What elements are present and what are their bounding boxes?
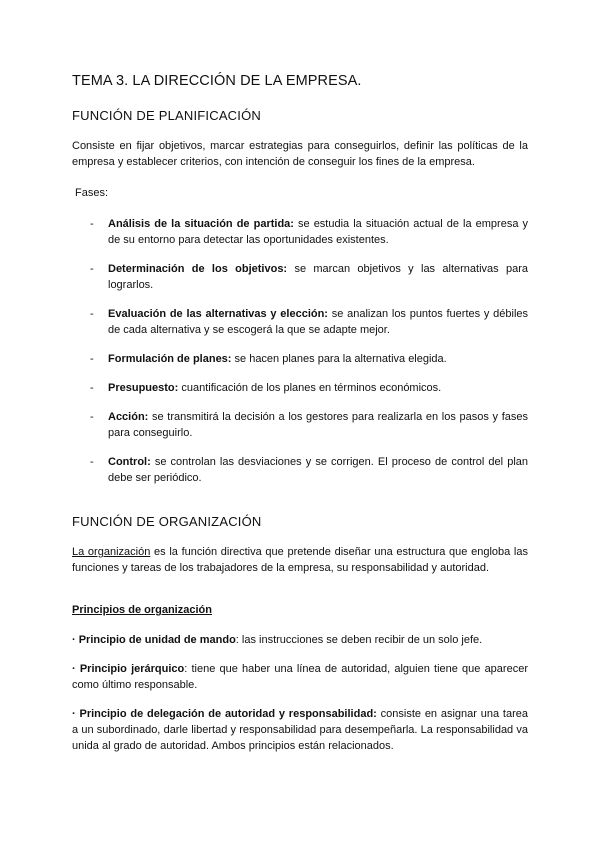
phase-text: se analizan los puntos fuertes y débiles de cada alternativa y se escogerá la que se adapte mejor. <box>108 308 529 336</box>
principle-term: · Principio de unidad de mando <box>72 634 236 646</box>
principle-text: consiste en asignar una tarea a un subordinado, darle libertad y responsabilidad para desempeñarla. La responsabilidad va unida al grado de autoridad. Ambos principios están relacionados. <box>72 708 529 752</box>
list-item: - Determinación de los objetivos: se marcan objetivos y las alternativas para lograrlos. <box>90 263 529 291</box>
principle-text: : las instrucciones se deben recibir de un solo jefe. <box>235 634 483 646</box>
organizacion-text: es la función directiva que pretende diseñar una estructura que engloba las funciones y tareas de los trabajadores de la empresa, su responsabilidad y autoridad. <box>72 546 528 574</box>
phase-text: se estudia la situación actual de la empresa y de su entorno para detectar las oportunidades existentes. <box>108 218 528 246</box>
document-title: TEMA 3. LA DIRECCIÓN DE LA EMPRESA. <box>72 73 362 89</box>
list-item: - Formulación de planes: se hacen planes para la alternativa elegida. <box>90 353 447 365</box>
principle-item <box>72 661 528 693</box>
list-item: - Análisis de la situación de partida: se estudia la situación actual de la empresa y de su entorno para detectar las oportunidades existentes. <box>90 218 528 246</box>
list-item: - Presupuesto: cuantificación de los planes en términos económicos. <box>90 382 442 394</box>
phases-list <box>72 216 528 486</box>
phase-text: se transmitirá la decisión a los gestores para realizarla en los pasos y fases para conseguirlo. <box>108 411 528 439</box>
phase-text: se marcan objetivos y las alternativas para lograrlos. <box>108 263 529 291</box>
phase-text: se controlan las desviaciones y se corrigen. El proceso de control del plan debe ser periódico. <box>108 456 528 484</box>
principles-heading: Principios de organización <box>72 604 212 616</box>
principle-item <box>72 632 528 648</box>
phase-term: Presupuesto: <box>108 382 179 394</box>
organizacion-intro <box>72 544 528 576</box>
phase-text: se hacen planes para la alternativa elegida. <box>231 353 447 365</box>
planificacion-intro: Consiste en fijar objetivos, marcar estrategias para conseguirlos, definir las políticas de la empresa y establecer criterios, con intención de conseguir los fines de la empresa. <box>72 140 528 168</box>
phase-term: Control: <box>108 456 151 468</box>
principle-item <box>72 706 528 754</box>
phase-term: Acción: <box>108 411 149 423</box>
phase-text: cuantificación de los planes en términos económicos. <box>178 382 442 394</box>
principle-term: · Principio de delegación de autoridad y responsabilidad: <box>72 708 377 720</box>
organizacion-term: La organización <box>72 546 151 558</box>
list-item: - Control: se controlan las desviaciones y se corrigen. El proceso de control del plan debe ser periódico. <box>90 456 528 484</box>
list-item: - Acción: se transmitirá la decisión a los gestores para realizarla en los pasos y fases para conseguirlo. <box>90 411 528 439</box>
phase-term: Evaluación de las alternativas y elección: <box>108 308 328 320</box>
planificacion-heading: FUNCIÓN DE PLANIFICACIÓN <box>72 108 261 123</box>
phase-term: Análisis de la situación de partida: <box>108 218 294 230</box>
principle-text: : tiene que haber una línea de autoridad, alguien tiene que aparecer como último responsable. <box>72 663 528 691</box>
phase-term: Formulación de planes: <box>108 353 232 365</box>
principle-term: · Principio jerárquico <box>72 663 185 675</box>
list-item: - Evaluación de las alternativas y elección: se analizan los puntos fuertes y débiles de cada alternativa y se escogerá la que se adapte mejor. <box>90 308 529 336</box>
phase-term: Determinación de los objetivos: <box>108 263 288 275</box>
organizacion-heading: FUNCIÓN DE ORGANIZACIÓN <box>72 514 262 529</box>
fases-label: Fases: <box>75 187 109 199</box>
